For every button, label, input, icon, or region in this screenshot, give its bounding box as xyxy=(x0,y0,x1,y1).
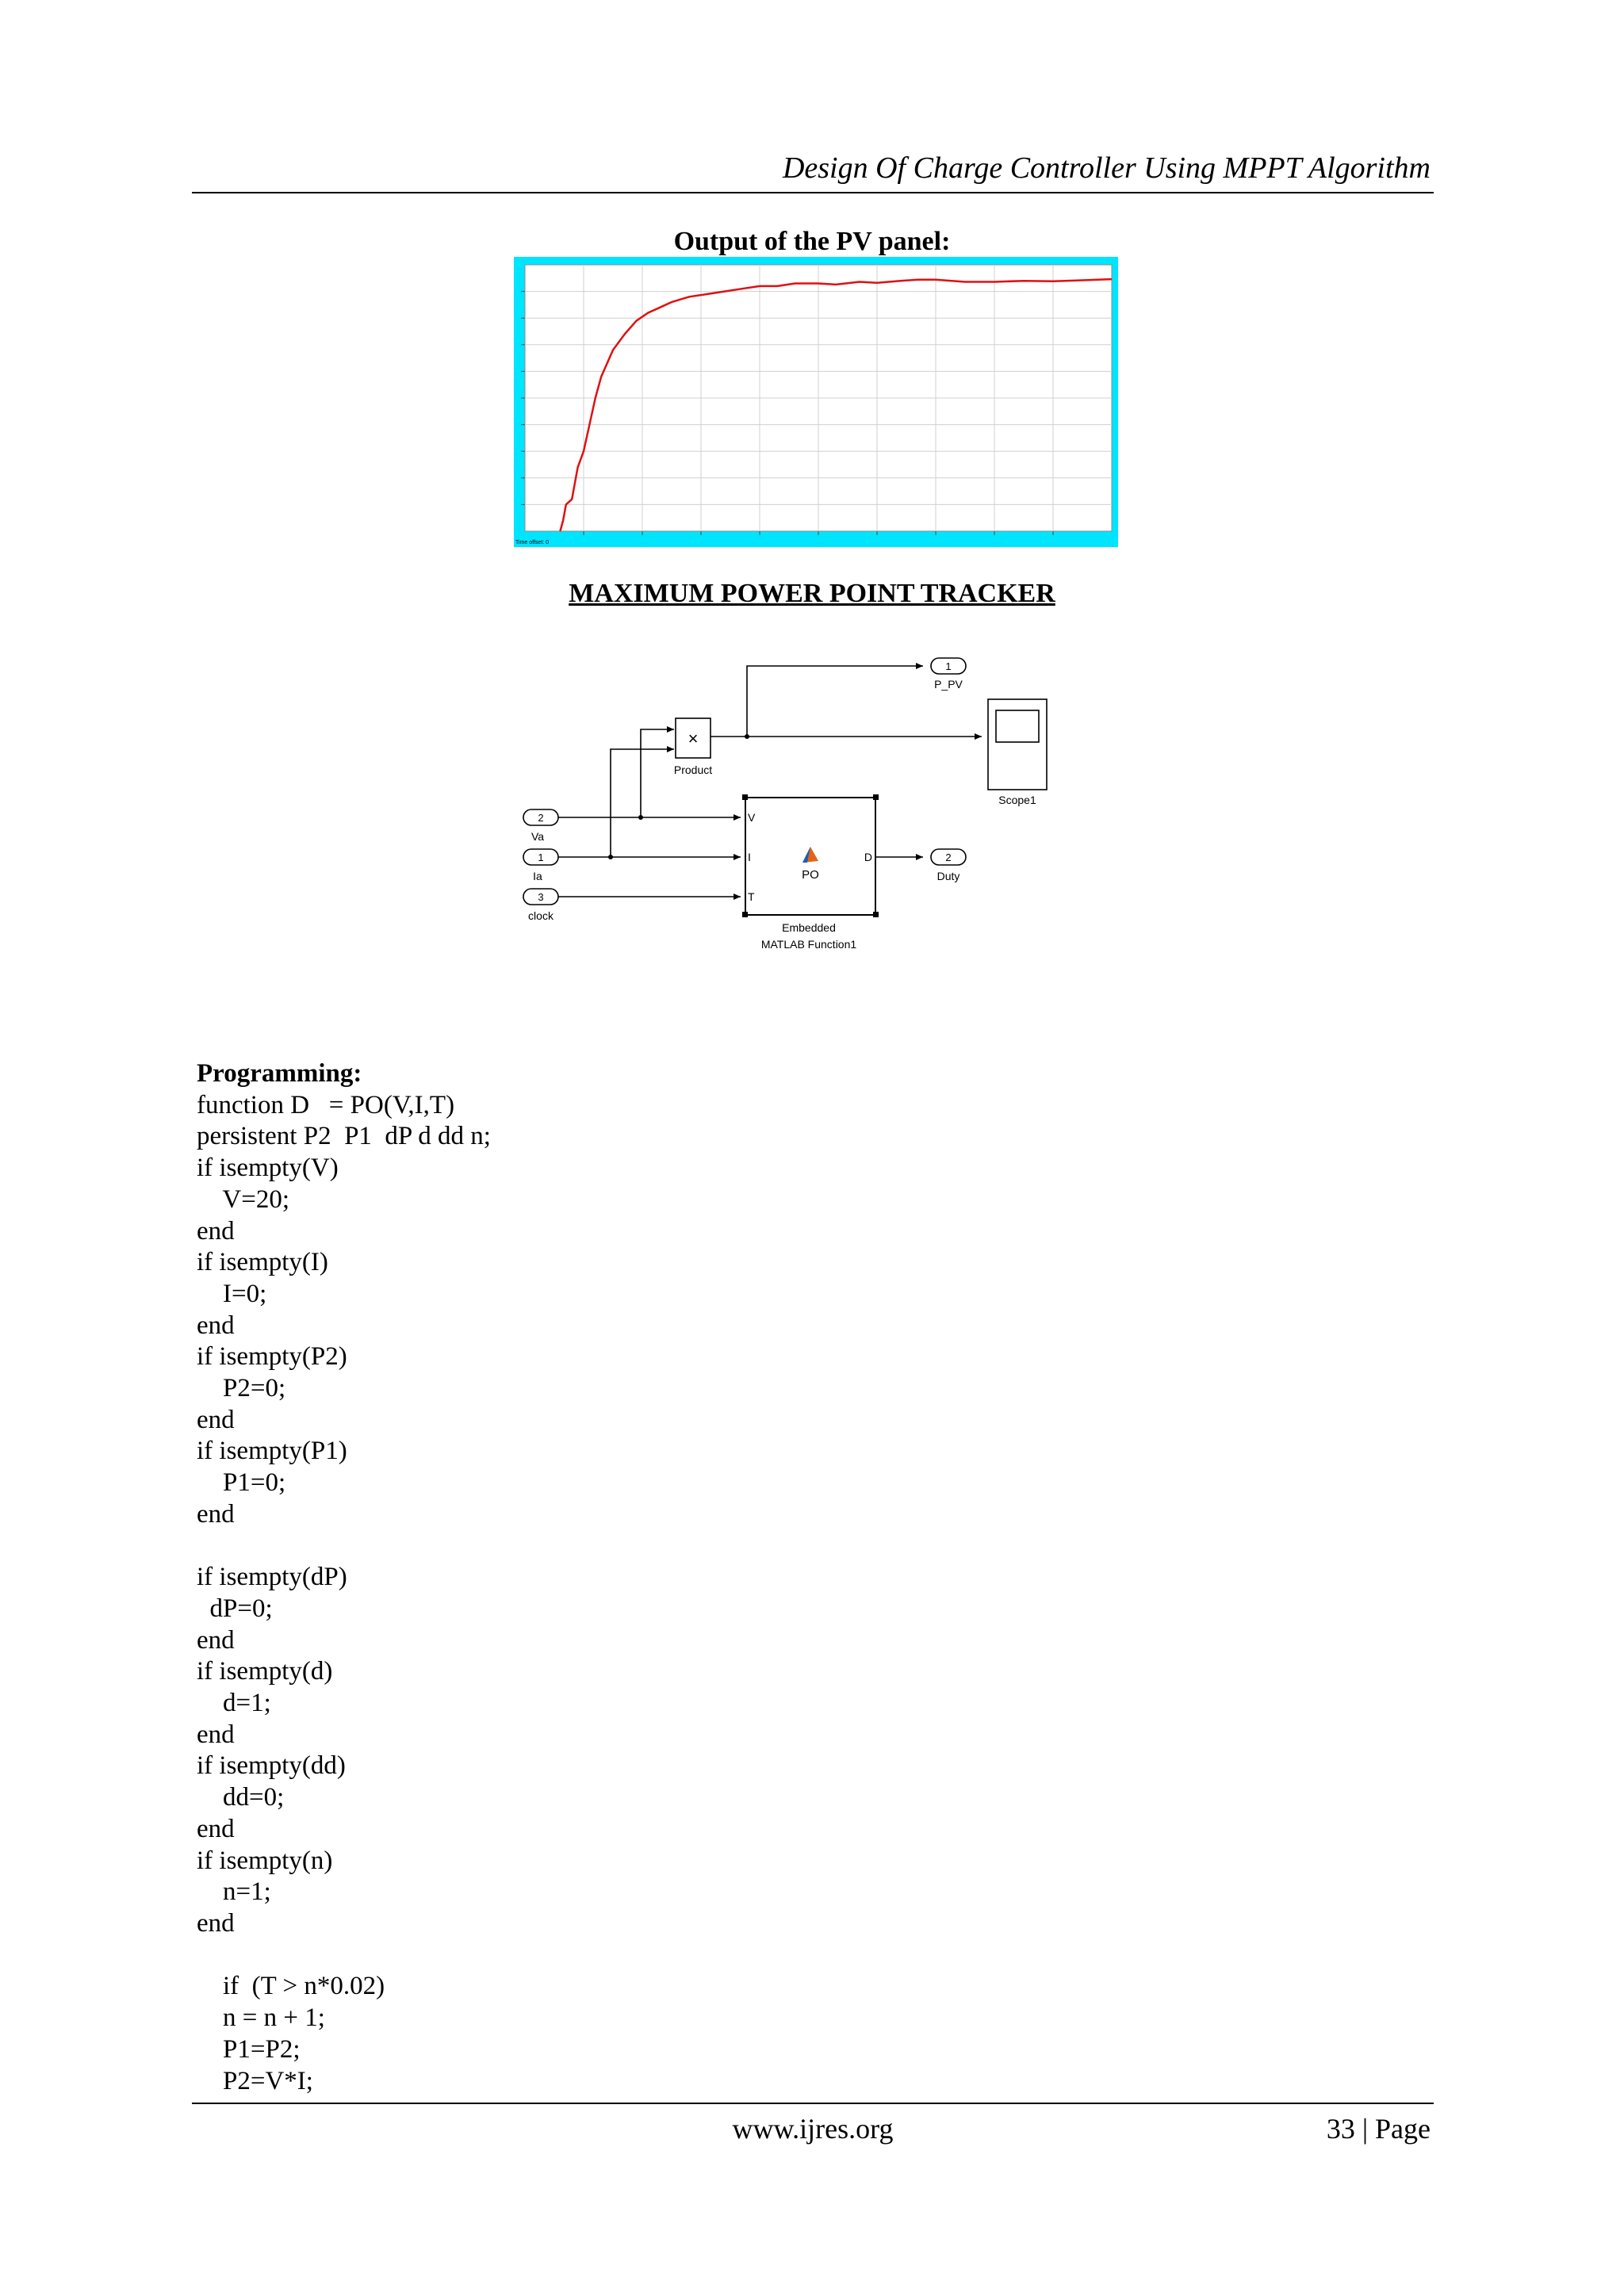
code-line: if isempty(dd) xyxy=(197,1751,346,1781)
outport-ppv xyxy=(931,658,966,691)
code-line: P2=V*I; xyxy=(197,2066,313,2095)
page-footer xyxy=(192,2103,1434,2152)
code-line: P2=0; xyxy=(197,1374,286,1403)
pv-output-chart xyxy=(514,257,1118,547)
scope-block xyxy=(988,699,1047,806)
inport-ia-label: Ia xyxy=(533,870,542,882)
code-line: P1=0; xyxy=(197,1468,286,1498)
page-number: 33 | Page xyxy=(1326,2113,1431,2145)
footer-url: www.ijres.org xyxy=(732,2113,894,2145)
product-block xyxy=(674,718,712,776)
product-label: Product xyxy=(673,763,713,776)
inport-ia xyxy=(523,849,558,882)
function-output-d: D xyxy=(864,851,872,863)
scope-screen xyxy=(996,710,1039,742)
outport-duty-label: Duty xyxy=(936,870,960,882)
mppt-title: MAXIMUM POWER POINT TRACKER xyxy=(569,579,1055,608)
code-line: if (T > n*0.02) xyxy=(197,1972,385,2001)
code-line: if isempty(V) xyxy=(197,1154,339,1183)
code-line: n = n + 1; xyxy=(197,2003,325,2033)
code-line: end xyxy=(197,1814,235,1843)
running-title: Design Of Charge Controller Using MPPT Algorithm xyxy=(782,151,1431,185)
svg-text:2: 2 xyxy=(538,812,544,824)
inport-va xyxy=(523,809,558,843)
svg-text:1: 1 xyxy=(538,851,544,863)
code-line xyxy=(197,1940,491,1972)
inport-va-label: Va xyxy=(530,830,545,843)
code-line xyxy=(197,1531,491,1563)
matlab-code-listing xyxy=(197,1058,491,2097)
function-input-v: V xyxy=(748,811,756,824)
embedded-matlab-function-block xyxy=(742,794,879,951)
code-line: if isempty(P1) xyxy=(197,1437,347,1466)
code-line: if isempty(n) xyxy=(197,1846,333,1875)
code-heading: Programming: xyxy=(197,1059,362,1088)
mppt-simulink-diagram xyxy=(515,650,1071,959)
outport-duty xyxy=(931,849,966,882)
code-line: end xyxy=(197,1216,235,1246)
code-line: dd=0; xyxy=(197,1783,285,1812)
time-offset-label: Time offset: 0 xyxy=(515,540,550,545)
code-line: persistent P2 P1 dP d dd n; xyxy=(197,1122,491,1151)
code-line: P1=P2; xyxy=(197,2034,301,2064)
function-input-i: I xyxy=(748,851,751,863)
code-line: if isempty(dP) xyxy=(197,1563,347,1592)
code-line: if isempty(d) xyxy=(197,1657,333,1686)
wire-product-to-ppv xyxy=(747,666,923,737)
running-header xyxy=(192,151,1434,193)
function-name: PO xyxy=(802,868,819,882)
code-line: end xyxy=(197,1311,235,1340)
inport-clock-label: clock xyxy=(528,909,553,922)
svg-text:2: 2 xyxy=(945,851,952,863)
svg-text:3: 3 xyxy=(538,891,544,903)
code-line: n=1; xyxy=(197,1877,271,1907)
code-line: function D = PO(V,I,T) xyxy=(197,1090,455,1119)
wire-ia-to-product xyxy=(611,749,674,857)
function-caption-2: MATLAB Function1 xyxy=(760,938,857,951)
product-symbol: × xyxy=(688,729,699,748)
function-input-t: T xyxy=(748,890,755,903)
pv-output-title: Output of the PV panel: xyxy=(673,227,951,256)
wire-va-to-product xyxy=(641,729,674,817)
code-line: I=0; xyxy=(197,1279,267,1308)
code-line: end xyxy=(197,1720,235,1749)
code-line: end xyxy=(197,1405,235,1434)
code-line: if isempty(P2) xyxy=(197,1342,347,1372)
scope-label: Scope1 xyxy=(998,794,1036,806)
code-line: dP=0; xyxy=(197,1594,273,1623)
code-line: V=20; xyxy=(197,1184,290,1214)
inport-clock xyxy=(523,889,558,922)
code-line: end xyxy=(197,1499,235,1529)
code-line: end xyxy=(197,1625,235,1655)
code-line: end xyxy=(197,1908,235,1938)
code-line: if isempty(I) xyxy=(197,1248,328,1277)
outport-ppv-label: P_PV xyxy=(934,678,963,691)
function-caption-1: Embedded xyxy=(782,921,836,934)
svg-text:1: 1 xyxy=(945,660,952,672)
code-line: d=1; xyxy=(197,1689,271,1718)
